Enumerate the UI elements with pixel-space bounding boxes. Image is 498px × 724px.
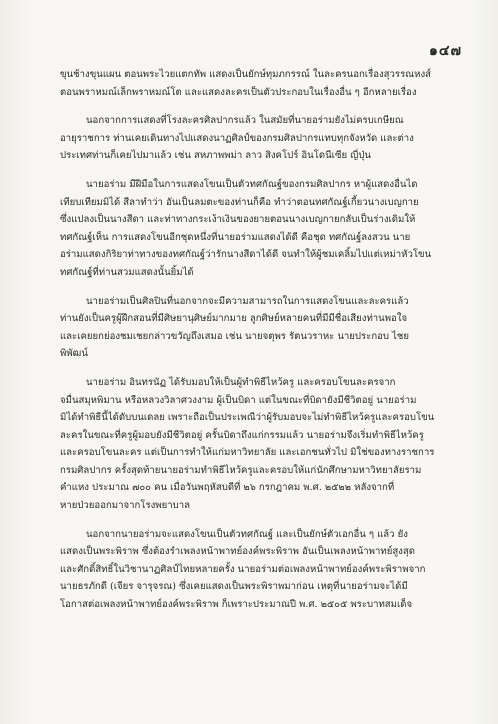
text-line: โอกาสต่อเพลงหน้าพาทย์องค์พระพิราพ ก็เพราะประมาณปี พ.ศ. ๒๕๐๕ พระบาทสมเด็จ xyxy=(60,599,413,611)
paragraph xyxy=(60,526,454,614)
text-line: ซึ่งแปลงเป็นนางสีดา และท่าทางกระเง้าเงินของยายตอนนางเบญกายกลับเป็นร่างเดิมให้ xyxy=(60,214,416,226)
text-line: ท่านยังเป็นครูผู้ฝึกสอนที่มีศิษยานุศิษย์มากมาย ลูกศิษย์หลายคนที่มีมีชื่อเสียงท่านพอใจ xyxy=(60,313,408,325)
text-line: เทียบเทียมมิได้ สีลาทำว่า อันเป็นลมตะของท่านก็คือ ทำว่าตอนทศกัณฐ์เกี้ยวนางเบญกาย xyxy=(60,196,419,208)
text-line: มิได้ทำพิธีนี้ได้ดับบนเดลย เพราะถือเป็นประเพณีว่าผู้รับมอบจะไม่ทำพิธีไหว้ครูและครอบโขน xyxy=(60,412,435,424)
text-line: พิพัฒน์ xyxy=(60,348,88,360)
text-line: คำแหง ประมาณ ๗๐๐ คน เมื่อวันพฤหัสบดีที่ ๒๖ กรกฎาคม พ.ศ. ๒๕๒๒ หลังจากที่ xyxy=(60,482,395,494)
paragraph xyxy=(60,176,454,282)
text-line: นอกจากการแสดงที่โรงละครศิลปากรแล้ว ในสมัยที่นายอร่ามยังไม่ครบเกษียณ xyxy=(86,115,404,127)
body-text xyxy=(60,66,454,625)
text-line: หายป่วยออกมาจากโรงพยาบาล xyxy=(60,500,190,512)
text-line: นายอร่าม มีฝีมือในการแสดงโขนเป็นตัวทศกัณฐ์ของกรมศิลปากร หาผู้แสดงอื่นได xyxy=(86,178,418,190)
paragraph xyxy=(60,374,454,515)
text-line: และครอบโขนละคร แต่เป็นการทำให้แก่มหาวิทยาลัย และเอกชนทั่วไป มิใช่ของทางราชการ xyxy=(60,447,435,459)
text-line: ประเทศท่านก็เคยไปมาแล้ว เช่น สหภาพพม่า ลาว สิงคโปร์ อินโดนีเซีย ญี่ปุ่น xyxy=(60,150,371,162)
text-line: อร่ามแสดงกิริยาท่าทางของทศกัณฐ์ว่ารักนางสีดาได้ดี จนทำให้ผู้ชมเคลิ้มไปแต่เหม่าหัวโขน xyxy=(60,249,432,261)
paragraph xyxy=(60,293,454,363)
text-line: และศักดิ์สิทธิ์ในวิชานาฏศิลป์ไทยหลายครั้ง นายอร่ามต่อเพลงหน้าพาทย์องค์พระพิราพจาก xyxy=(60,563,426,575)
text-line: อายุราชการ ท่านเคยเดินทางไปแสดงนาฏศิลป์ของกรมศิลปากรแทบทุกจังหวัด และต่าง xyxy=(60,132,414,144)
text-line: ทศกัณฐ์ที่ท่านสวมแสดงนั้นยิ้มได้ xyxy=(60,266,194,278)
text-line: และเคยยกย่องชมเชยกล่าวขวัญถึงเสมอ เช่น นายจตุพร รัตนวราหะ นายประกอบ ไชย xyxy=(60,330,409,342)
text-line: นายธรภักดี (เจียร จารุจรณ) ซึ่งเคยแสดงเป็นพระพิราพมาก่อน เหตุที่นายอร่ามจะได้มี xyxy=(60,581,408,593)
text-line: จมื่นสมุหพิมาน หรือหลวงวิลาศวงงาม ผู้เป็นบิดา แต่ในขณะที่บิดายังมีชีวิตอยู่ นายอร่าม xyxy=(60,394,417,406)
text-line: ทศกัณฐ์เห็น การแสดงโขนอีกชุดหนึ่งที่นายอร่ามแสดงได้ดี คือชุด ทศกัณฐ์ลงสวน นาย xyxy=(60,231,411,243)
paragraph xyxy=(60,66,454,101)
text-line: กรมศิลปากร ครั้งสุดท้ายนายอร่ามทำพิธีไหว้ครูและครอบให้แก่นักศึกษามหาวิทยาลัยราม xyxy=(60,464,422,476)
text-line: ขุนช้างขุนแผน ตอนพระไวยแตกทัพ แสดงเป็นยักษ์ทุมภกรรณ์ ในละครนอกเรื่องสุวรรณหงส์ xyxy=(60,69,431,80)
text-line: นายอร่ามเป็นศิลปินที่นอกจากจะมีความสามารถในการแสดงโขนและละครแล้ว xyxy=(86,295,409,307)
text-line: แสดงเป็นพระพิราพ ซึ่งต้องรำเพลงหน้าพาทย์องค์พระพิราพ อันเป็นเพลงหน้าพาทย์สูงสุด xyxy=(60,546,415,558)
text-line: ละครในขณะที่ครูผู้มอบยังมีชีวิตอยู่ ครั้นบิดาถึงแก่กรรมแล้ว นายอร่ามจึงเริ่มทำพิธีไหว้ครู xyxy=(60,429,424,441)
text-line: นอกจากนายอร่ามจะแสดงโขนเป็นตัวทศกัณฐ์ และเป็นยักษ์ตัวเอกอื่น ๆ แล้ว ยัง xyxy=(86,528,408,540)
page-number: ๑๔๗ xyxy=(428,43,462,59)
text-line: นายอร่าม อินทรนัฏ ได้รับมอบให้เป็นผู้ทำพิธีไหว้ครู และครอบโขนละครจาก xyxy=(86,376,396,388)
text-line: ตอนพราหมณ์เล็กพราหมณ์โต และแสดงละครเป็นตัวประกอบในเรื่องอื่น ๆ อีกหลายเรื่อง xyxy=(60,86,417,98)
paragraph xyxy=(60,112,454,165)
